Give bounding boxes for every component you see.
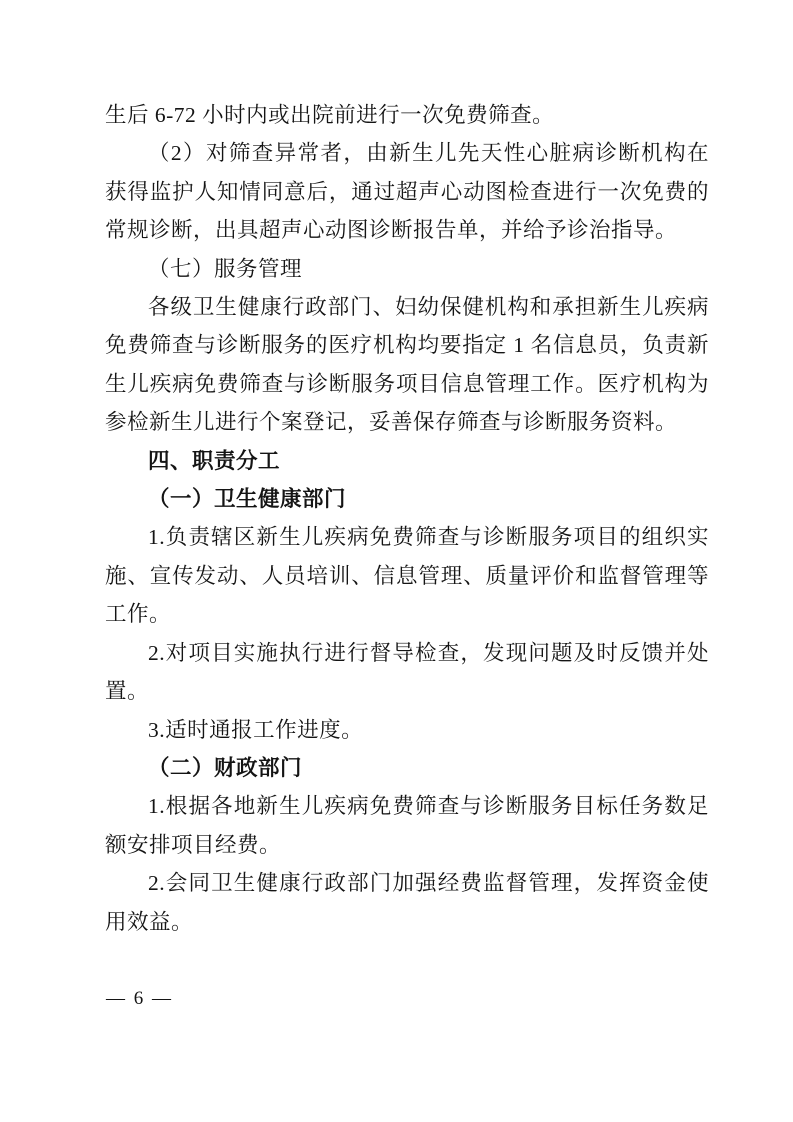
paragraph-continuation: 生后 6-72 小时内或出院前进行一次免费筛查。 bbox=[105, 103, 555, 127]
sub-section-heading: （一）卫生健康部门 bbox=[148, 487, 347, 512]
paragraph: 1.根据各地新生儿疾病免费筛查与诊断服务目标任务数足额安排项目经费。 bbox=[105, 794, 709, 857]
paragraph: 各级卫生健康行政部门、妇幼保健机构和承担新生儿疾病免费筛查与诊断服务的医疗机构均要指定 1 名信息员，负责新生儿疾病免费筛查与诊断服务项目信息管理工作。医疗机构为参检新生儿进行个案登记，妥善保存筛查与诊断服务资料。 bbox=[105, 295, 709, 435]
sub-section-heading: （二）财政部门 bbox=[148, 755, 303, 780]
sub-section-heading: （七）服务管理 bbox=[148, 256, 303, 281]
paragraph: 1.负责辖区新生儿疾病免费筛查与诊断服务项目的组织实施、宣传发动、人员培训、信息管理、质量评价和监督管理等工作。 bbox=[105, 525, 709, 627]
paragraph: 2.对项目实施执行进行督导检查，发现问题及时反馈并处置。 bbox=[105, 640, 709, 704]
paragraph: 3.适时通报工作进度。 bbox=[148, 717, 364, 742]
paragraph: （2）对筛查异常者，由新生儿先天性心脏病诊断机构在获得监护人知情同意后，通过超声心动图检查进行一次免费的常规诊断，出具超声心动图诊断报告单，并给予诊治指导。 bbox=[105, 141, 709, 243]
document-body bbox=[105, 96, 709, 941]
paragraph: 2.会同卫生健康行政部门加强经费监督管理，发挥资金使用效益。 bbox=[105, 871, 709, 934]
page-number: — 6 — bbox=[106, 988, 173, 1009]
section-heading: 四、职责分工 bbox=[148, 448, 281, 473]
